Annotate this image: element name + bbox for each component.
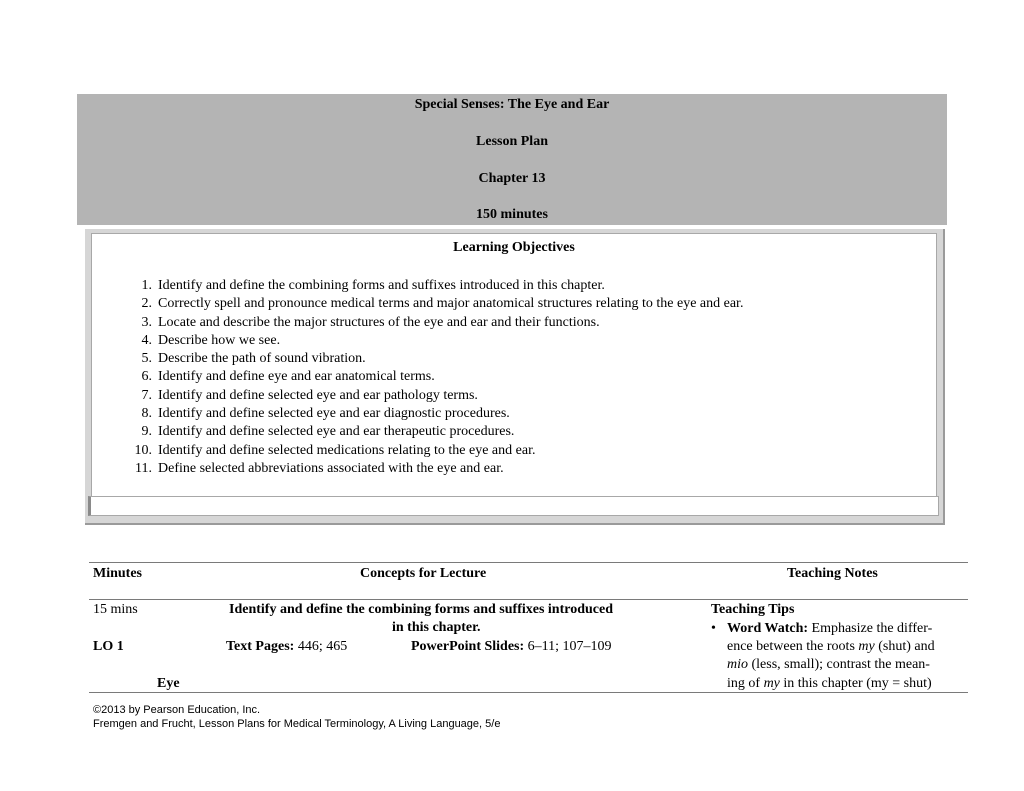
text-pages-value: 446; 465 [297,639,348,654]
objective-text: Identify and define selected eye and ear therapeutic procedures. [158,424,515,440]
teaching-tips-heading: Teaching Tips [711,602,795,617]
objective-number: 6. [141,369,152,385]
text-pages [226,639,347,655]
table-top-rule [89,562,968,563]
word-watch-line3: mio (less, small); contrast the mean- [727,657,930,672]
objectives-footer-strip [88,496,939,516]
chapter-label: Chapter 13 [478,171,546,186]
text-pages-label: Text Pages: [226,639,295,654]
lesson-plan-label: Lesson Plan [476,134,548,149]
objective-item [128,368,743,386]
lesson-header [77,94,947,225]
objective-text: Correctly spell and pronounce medical terms and major anatomical structures relating to the eye and ear. [158,296,744,312]
objective-number: 11. [135,460,152,476]
objective-item [128,460,743,478]
objective-text: Identify and define the combining forms and suffixes introduced in this chapter. [158,278,605,293]
objective-item [128,332,743,350]
objective-item [128,350,743,368]
objective-number: 3. [141,314,152,330]
objectives-box [91,233,937,497]
objective-item [128,405,743,423]
objectives-heading: Learning Objectives [453,240,575,255]
slides-value: 6–11; 107–109 [527,639,612,654]
objective-item [128,423,743,441]
objective-text: Describe how we see. [158,332,281,348]
header-minutes: Minutes [93,566,142,581]
objectives-list [128,277,743,478]
header-teaching-notes: Teaching Notes [787,566,878,581]
objective-number: 8. [141,406,152,422]
objective-number: 7. [141,387,152,403]
objective-text: Identify and define selected medications relating to the eye and ear. [158,442,536,458]
objective-item [128,387,743,405]
objective-text: Identify and define selected eye and ear pathology terms. [158,387,478,403]
citation-footer: Fremgen and Frucht, Lesson Plans for Medical Terminology, A Living Language, 5/e [93,718,501,730]
objective-item [128,295,743,313]
learning-objective-ref: LO 1 [93,639,124,654]
objective-item [128,314,743,332]
slides-label: PowerPoint Slides: [411,639,525,654]
objective-item [128,442,743,460]
objective-item [128,277,743,295]
powerpoint-slides [411,639,612,655]
minutes-cell: 15 mins [93,602,138,617]
objective-number: 2. [141,296,152,312]
copyright-footer: ©2013 by Pearson Education, Inc. [93,704,261,716]
objective-number: 4. [141,332,152,348]
objective-text: Define selected abbreviations associated with the eye and ear. [158,460,504,476]
objective-number: 1. [141,278,152,293]
header-bottom-rule [89,599,968,600]
objective-text: Identify and define selected eye and ear diagnostic procedures. [158,406,510,422]
word-watch-line1: Word Watch: Emphasize the differ- [727,621,933,636]
concept-heading-line2: in this chapter. [392,620,481,635]
concept-heading-line1: Identify and define the combining forms and suffixes introduced [229,602,614,617]
word-watch-label: Word Watch: [727,621,809,636]
table-bottom-rule [89,692,968,693]
word-watch-line4: ing of my in this chapter (my = shut) [727,676,932,691]
eye-subheading: Eye [157,676,180,691]
objective-number: 10. [134,442,152,458]
objective-text: Locate and describe the major structures of the eye and ear and their functions. [158,314,600,330]
objectives-panel [85,229,945,525]
duration-label: 150 minutes [476,207,548,222]
word-watch-line2: ence between the roots my (shut) and [727,639,935,654]
bullet-icon: • [711,621,716,636]
lesson-title: Special Senses: The Eye and Ear [414,97,610,112]
objective-text: Identify and define eye and ear anatomical terms. [158,369,435,385]
objective-number: 9. [141,424,152,440]
objective-text: Describe the path of sound vibration. [158,351,366,367]
header-concepts: Concepts for Lecture [360,566,487,581]
objective-number: 5. [141,351,152,367]
